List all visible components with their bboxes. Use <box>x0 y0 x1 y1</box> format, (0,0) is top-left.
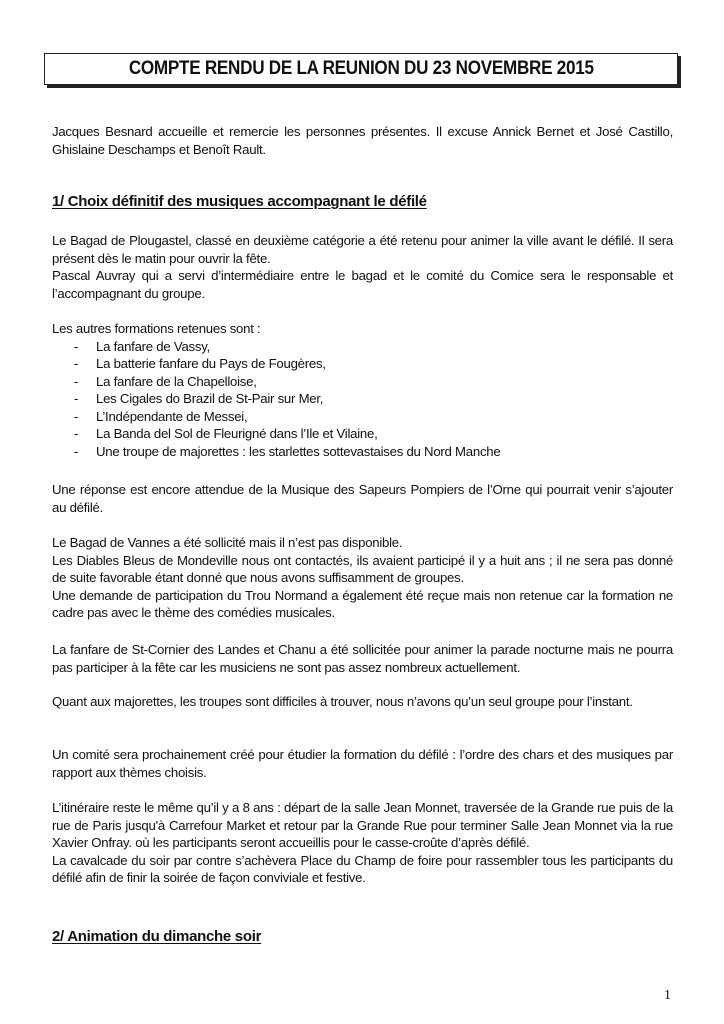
itinerary-paragraph: L’itinéraire reste le même qu’il y a 8 ans : départ de la salle Jean Monnet, traversée de la Grande rue puis de la rue de Paris jusqu'à Carrefour Market et retour par la Grande Rue pour terminer Salle Jean Monnet via la rue Xavier Onfray. où les participants seront accueillis pour le casse-croûte d’après défilé. <box>52 800 673 850</box>
bagad-paragraph-block <box>52 232 673 302</box>
majorettes-block <box>52 693 673 711</box>
bullet-dash: - <box>74 373 79 389</box>
diables-bleus-paragraph: Les Diables Bleus de Mondeville nous ont contactés, ils avaient participé il y a huit ans ; il ne sera pas donné de suite favorable étant donné que nous avons suffisamment de groupes. <box>52 552 673 585</box>
night-parade-block <box>52 641 673 676</box>
list-item-text: La batterie fanfare du Pays de Fougères, <box>96 356 326 371</box>
bullet-dash: - <box>74 408 79 424</box>
formations-list <box>52 338 673 461</box>
page-number: 1 <box>664 988 671 1003</box>
list-item <box>52 425 673 443</box>
list-item <box>52 443 673 461</box>
committee-block <box>52 746 673 781</box>
itinerary-block <box>52 799 673 887</box>
list-item <box>52 355 673 373</box>
majorettes-paragraph: Quant aux majorettes, les troupes sont difficiles à trouver, nous n’avons qu’un seul groupe pour l’instant. <box>52 694 633 709</box>
formations-block <box>52 320 673 460</box>
list-item-text: La fanfare de la Chapelloise, <box>96 373 257 389</box>
list-item-text: Une troupe de majorettes : les starlettes sottevastaises du Nord Manche <box>96 443 501 459</box>
committee-paragraph: Un comité sera prochainement créé pour étudier la formation du défilé : l’ordre des chars et des musiques par rapport aux thèmes choisis. <box>52 747 673 780</box>
bullet-dash: - <box>74 443 79 459</box>
section-1-heading: 1/ Choix définitif des musiques accompagnant le défilé <box>52 193 427 210</box>
cavalcade-paragraph: La cavalcade du soir par contre s’achèvera Place du Champ de foire pour rassembler tous les participants du défilé afin de finir la soirée de façon conviviale et festive. <box>52 852 673 885</box>
trou-normand-paragraph: Une demande de participation du Trou Normand a également été reçue mais non retenue car la formation ne cadre pas avec le thème des comédies musicales. <box>52 587 673 620</box>
intro-paragraph: Jacques Besnard accueille et remercie les personnes présentes. Il excuse Annick Bernet et José Castillo, Ghislaine Deschamps et Benoît Rault. <box>52 124 673 157</box>
bagad-plougastel-paragraph: Le Bagad de Plougastel, classé en deuxième catégorie a été retenu pour animer la ville avant le défilé. Il sera présent dès le matin pour ouvrir la fête. <box>52 233 673 266</box>
list-item-text: Les Cigales do Brazil de St-Pair sur Mer, <box>96 391 324 406</box>
list-item-text: La Banda del Sol de Fleurigné dans l’Ile et Vilaine, <box>96 426 378 441</box>
night-parade-paragraph: La fanfare de St-Cornier des Landes et Chanu a été sollicitée pour animer la parade nocturne mais ne pourra pas participer à la fête car les musiciens ne sont pas assez nombreux actuellement. <box>52 642 673 675</box>
bagad-vannes-paragraph: Le Bagad de Vannes a été sollicité mais il n’est pas disponible. <box>52 535 403 550</box>
list-item <box>52 338 673 356</box>
pending-response-block <box>52 481 673 516</box>
list-item <box>52 373 673 391</box>
list-item <box>52 408 673 426</box>
pascal-auvray-paragraph: Pascal Auvray qui a servi d’intermédiaire entre le bagad et le comité du Comice sera le responsable et l’accompagnant du groupe. <box>52 268 673 301</box>
list-item <box>52 390 673 408</box>
declined-block <box>52 534 673 622</box>
bullet-dash: - <box>74 426 79 441</box>
intro-paragraph-block <box>52 123 673 158</box>
list-intro: Les autres formations retenues sont : <box>52 321 261 336</box>
document-title: COMPTE RENDU DE LA REUNION DU 23 NOVEMBRE 2015 <box>128 58 594 79</box>
bullet-dash: - <box>74 356 79 371</box>
title-box <box>44 53 678 85</box>
pending-response-paragraph: Une réponse est encore attendue de la Musique des Sapeurs Pompiers de l’Orne qui pourrait venir s’ajouter au défilé. <box>52 482 673 515</box>
bullet-dash: - <box>74 338 79 354</box>
bullet-dash: - <box>74 391 79 406</box>
list-item-text: L’Indépendante de Messei, <box>96 408 248 424</box>
list-item-text: La fanfare de Vassy, <box>96 338 211 354</box>
section-2-heading: 2/ Animation du dimanche soir <box>52 928 262 945</box>
